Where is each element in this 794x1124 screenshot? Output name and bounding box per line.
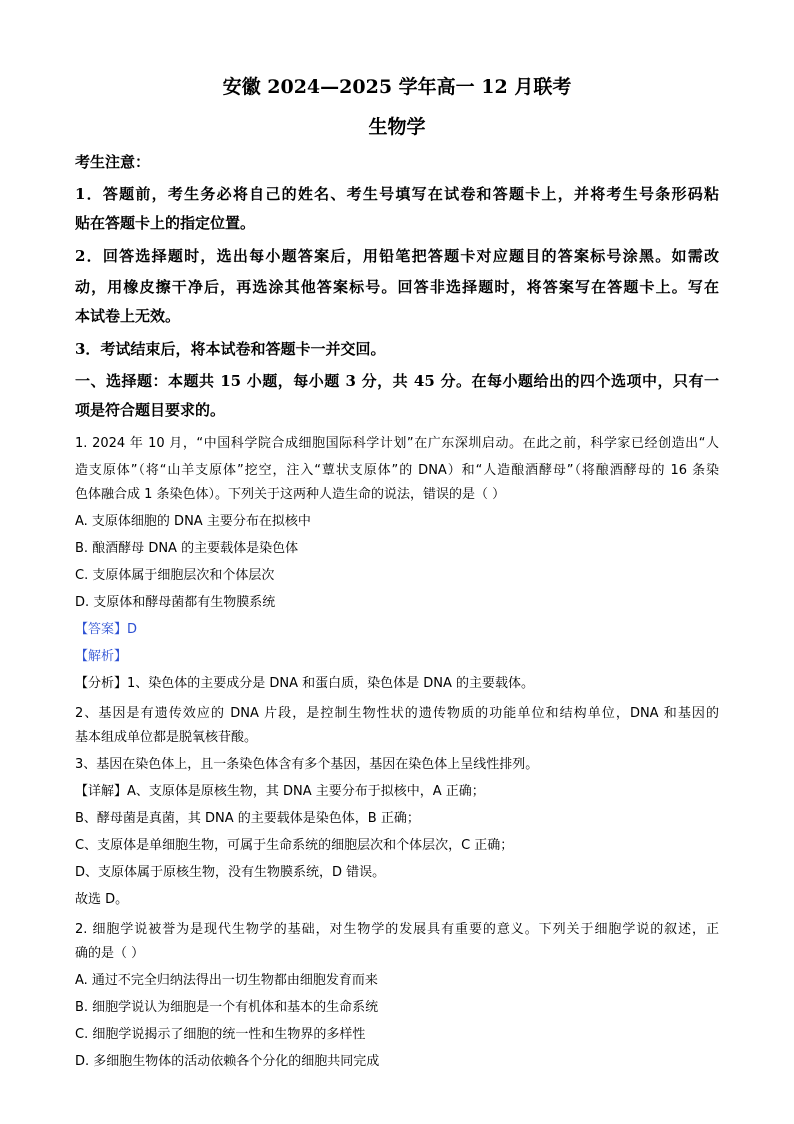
q1-stem-line-2: 造支原体”（将“山羊支原体”挖空，注入“蕈状支原体”的 DNA）和“人造酿酒酵母”（将酿酒酵母的 16 条染 xyxy=(75,463,719,478)
q2-option-a: A. 通过不完全归纳法得出一切生物都由细胞发育而来 xyxy=(75,973,378,988)
q1-detail-line-1: 【详解】A、支原体是原核生物，其 DNA 主要分布于拟核中，A 正确； xyxy=(75,784,485,799)
q1-analysis-line-4: 3、基因在染色体上，且一条染色体含有多个基因，基因在染色体上呈线性排列。 xyxy=(75,757,539,772)
q1-analysis-line-3: 基本组成单位都是脱氧核苷酸。 xyxy=(75,730,258,745)
section-1-line-2: 项是符合题目要求的。 xyxy=(75,401,226,419)
q1-option-b: B. 酿酒酵母 DNA 的主要载体是染色体 xyxy=(75,541,299,556)
q1-stem-line-1: 1. 2024 年 10 月，“中国科学院合成细胞国际科学计划”在广东深圳启动。在此之前，科学家已经创造出“人 xyxy=(75,436,719,451)
exam-title: 安徽 2024—2025 学年高一 12 月联考 xyxy=(222,76,572,98)
q1-analysis-line-1: 【分析】1、染色体的主要成分是 DNA 和蛋白质，染色体是 DNA 的主要载体。 xyxy=(75,676,535,691)
notice-item-2-line-2: 动，用橡皮擦干净后，再选涂其他答案标号。回答非选择题时，将答案写在答题卡上。写在 xyxy=(75,278,719,296)
notice-heading: 考生注意： xyxy=(75,153,151,171)
notice-item-2-line-1: 2．回答选择题时，选出每小题答案后，用铅笔把答题卡对应题目的答案标号涂黑。如需改 xyxy=(75,247,719,265)
notice-item-1-line-2: 贴在答题卡上的指定位置。 xyxy=(75,214,256,232)
notice-item-2-line-3: 本试卷上无效。 xyxy=(75,307,181,325)
q1-analysis-tag: 【解析】 xyxy=(75,649,128,664)
q1-option-d: D. 支原体和酵母菌都有生物膜系统 xyxy=(75,595,276,610)
q2-option-c: C. 细胞学说揭示了细胞的统一性和生物界的多样性 xyxy=(75,1027,366,1042)
q2-stem-line-1: 2. 细胞学说被誉为是现代生物学的基础，对生物学的发展具有重要的意义。下列关于细胞学说的叙述，正 xyxy=(75,922,719,937)
q2-option-b: B. 细胞学说认为细胞是一个有机体和基本的生命系统 xyxy=(75,1000,379,1015)
q2-option-d: D. 多细胞生物体的活动依赖各个分化的细胞共同完成 xyxy=(75,1054,380,1069)
q1-detail-line-3: C、支原体是单细胞生物，可属于生命系统的细胞层次和个体层次，C 正确； xyxy=(75,838,514,853)
notice-item-1-line-1: 1．答题前，考生务必将自己的姓名、考生号填写在试卷和答题卡上，并将考生号条形码粘 xyxy=(75,185,719,203)
q2-stem-line-2: 确的是（ ） xyxy=(75,946,145,961)
q1-choose: 故选 D。 xyxy=(75,892,129,907)
q1-stem-line-3: 色体融合成 1 条染色体）。下列关于这两种人造生命的说法，错误的是（ ） xyxy=(75,487,506,502)
q1-answer: 【答案】D xyxy=(75,622,138,637)
q1-detail-line-2: B、酵母菌是真菌，其 DNA 的主要载体是染色体，B 正确； xyxy=(75,811,420,826)
q1-option-c: C. 支原体属于细胞层次和个体层次 xyxy=(75,568,275,583)
subject-title: 生物学 xyxy=(368,116,426,138)
notice-item-3: 3．考试结束后，将本试卷和答题卡一并交回。 xyxy=(75,340,386,358)
q1-detail-line-4: D、支原体属于原核生物，没有生物膜系统，D 错误。 xyxy=(75,865,386,880)
section-1-line-1: 一、选择题：本题共 15 小题，每小题 3 分，共 45 分。在每小题给出的四个选项中，只有一 xyxy=(75,372,719,390)
q1-analysis-line-2: 2、基因是有遗传效应的 DNA 片段，是控制生物性状的遗传物质的功能单位和结构单位，DNA 和基因的 xyxy=(75,706,719,721)
q1-option-a: A. 支原体细胞的 DNA 主要分布在拟核中 xyxy=(75,514,311,529)
